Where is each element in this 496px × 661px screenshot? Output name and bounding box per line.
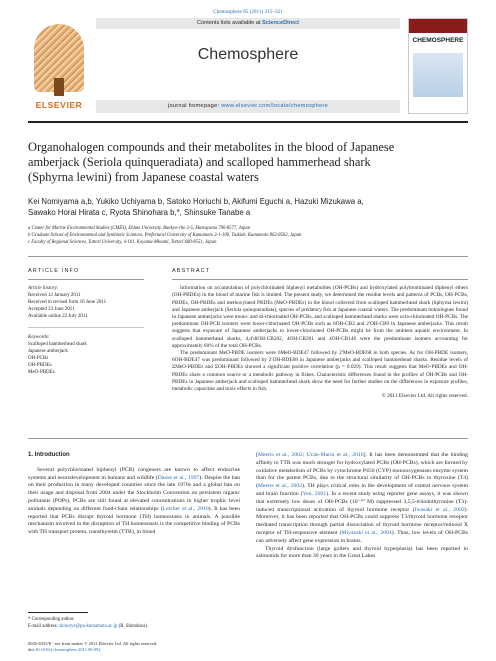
keyword-item: OH-PCBs bbox=[28, 356, 49, 361]
abstract-rule bbox=[172, 279, 468, 280]
body-text: Several polychlorinated biphenyl (PCB) congeners are known to affect endocrine systems and neurodevelopment in humans and wildlife ( bbox=[28, 466, 240, 481]
doi-prefix: doi: bbox=[28, 647, 36, 653]
keyword-item: Scalloped hammerhead shark bbox=[28, 342, 87, 347]
citation-link[interactable]: Iwasaki et al., 2002 bbox=[414, 506, 465, 513]
article-info-heading: ARTICLE INFO bbox=[28, 268, 80, 274]
issn-line: 0045-6535/$ - see front matter © 2011 Elsevier Ltd. All rights reserved. bbox=[28, 641, 158, 646]
journal-cover[interactable] bbox=[408, 18, 468, 114]
keywords-rule bbox=[28, 327, 144, 328]
footnote-rule bbox=[28, 612, 88, 613]
cover-image bbox=[413, 53, 463, 97]
contents-line bbox=[96, 18, 400, 29]
citation-link[interactable]: Yen, 2001 bbox=[302, 490, 327, 497]
title-line-3: (Sphyrna lewini) from Japanese coastal waters bbox=[28, 170, 259, 184]
intro-paragraph-1 bbox=[28, 467, 240, 537]
article-info bbox=[28, 268, 144, 376]
doi-line bbox=[28, 647, 248, 653]
body-column-right bbox=[256, 452, 468, 561]
publisher-name: ELSEVIER bbox=[35, 100, 83, 110]
footnote bbox=[28, 617, 240, 630]
body-text: ). TH plays critical roles in the development of central nervous system and brain function ( bbox=[256, 483, 468, 497]
email-line bbox=[28, 624, 240, 631]
keywords-label: Keywords: bbox=[28, 335, 50, 340]
body-column-left bbox=[28, 452, 240, 537]
citation-link[interactable]: Danse et al., 1997 bbox=[157, 474, 200, 481]
title-line-2: amberjack (Seriola quinqueradiata) and scalloped hammerhead shark bbox=[28, 155, 371, 169]
cover-top-band bbox=[409, 19, 467, 33]
abstract-paragraph-2: The predominant MeO-PBDE isomers were 6MeO-BDE47 followed by 2′MeO-BDE68 in both species. As for OH-PBDE isomers, 6OH-BDE47 was predominant followed by 2′OH-BDE68 in Japanese amberjacks and scalloped hammerhead sharks. Residue levels of ΣMeO-PBDEs and ΣOH-PBDEs showed a significant positive correlation (p = 0.029). This result suggests that MeO-PBDEs and OH-PBDEs share a common source or a metabolic pathway in fishes. Characteristic differences found in the profiles of OH-PCBs and OH-PBDEs in Japanese amberjack and scalloped hammerhead shark show the need for further studies on the differences in exposure profiles, metabolic capacities and toxic effects in fish. bbox=[172, 350, 468, 393]
citation-link[interactable]: Meerts et al., 2002; Ucán-Marin et al., 2010 bbox=[257, 452, 364, 458]
abstract-bottom-rule bbox=[28, 438, 468, 439]
doi-link[interactable]: 10.1016/j.chemosphere.2011.06.092 bbox=[35, 647, 101, 653]
email-suffix: (R. Shinohara). bbox=[117, 623, 149, 629]
intro-paragraph-2: Thyroid dysfunction (large goiters and thyroid hyperplasia) has been reported in salmonids for more than 30 years in the Great Lakes bbox=[256, 545, 468, 560]
history-accepted: Accepted 23 June 2011 bbox=[28, 307, 75, 312]
title-line-1: Organohalogen compounds and their metabolites in the blood of Japanese bbox=[28, 140, 395, 154]
keyword-item: MeO-PBDEs bbox=[28, 370, 55, 375]
journal-header bbox=[28, 18, 468, 118]
affiliation-b: b Graduate School of Environmental and Symbiotic Sciences, Prefectural University of Kumamoto 3-1-100, Tsukide, Kumamoto 862-8502, Japan bbox=[28, 233, 302, 238]
body-text: ). It has been reported that PCBs disrupt thyroid hormone (TH) homeostasis in animals. A possible mechanism involved in the disruption of TH homeostasis is the competitive binding of PCBs with TH transport protein, transthyretin (TTR), in blood bbox=[28, 505, 241, 536]
history-revised: Received in revised form 16 June 2011 bbox=[28, 300, 107, 305]
abstract bbox=[172, 268, 468, 400]
authors-line-2: Sawako Horai Hirata c, Ryota Shinohara b,*, Shinsuke Tanabe a bbox=[28, 207, 251, 217]
affiliation-a: a Center for Marine Environmental Studies (CMES), Ehime University, Bunkyo-cho 2-5, Matsuyama 790-8577, Japan bbox=[28, 226, 251, 231]
body-text: ]. It has been demonstrated that the binding affinity to TTR was much stronger for hydroxylated PCBs (OH-PCBs), which are formed by oxidative metabolism of PCBs by cytochrome P450 (CYP) monooxygenases enzyme system than for the parent PCBs, due to the structural similarity of OH-PCBs to thyroxine (T4) ( bbox=[256, 452, 468, 490]
contents-prefix: Contents lists available at bbox=[197, 20, 262, 26]
authors-line-1: Kei Nomiyama a,b, Yukiko Uchiyama b, Satoko Horiuchi b, Akifumi Eguchi a, Hazuki Mizukawa a, bbox=[28, 197, 364, 206]
citation-link[interactable]: Meerts et al., 2002 bbox=[257, 483, 303, 490]
body-text: ). In a recent study using reporter gene assays, it was shown that extremely low doses of OH-PCBs (10⁻¹⁰ M) suppressed 3,5,5-triiodothyronine (T3)-induced transcriptional activation of thyroid hormone receptor ( bbox=[256, 490, 469, 513]
article-title bbox=[28, 140, 468, 185]
elsevier-logo[interactable] bbox=[28, 20, 90, 112]
intro-paragraph-1-continued: [Meerts et al., 2002; Ucán-Marin et al., 2010]. It has been demonstrated that the binding affinity to TTR was much stronger for hydroxylated PCBs (OH-PCBs), which are formed by oxidative metabolism of PCBs by cytochrome P450 (CYP) monooxygenases enzyme system than for the parent PCBs, due to the structural similarity of OH-PCBs to thyroxine (T4) (Meerts et al., 2002). TH plays critical roles in the development of central nervous system and brain function (Yen, 2001). In a recent study using reporter gene assays, it was shown that extremely low doses of OH-PCBs (10⁻¹⁰ M) suppressed 3,5,5-triiodothyronine (T3)-induced transcriptional activation of thyroid hormone receptor (Iwasaki et al., 2002). Moreover, it has been reported that OH-PCBs could suppress T3/thyroid hormone receptor mediated transcription through partial dissociation of thyroid hormone receptor/retinoid X receptor of TH-responsive element (Miyazaki et al., 2004). Thus, low levels of OH-PCBs can adversely affect gene expression in brains. bbox=[256, 452, 469, 544]
introduction-heading: 1. Introduction bbox=[28, 452, 70, 458]
body-text: ). Moreover, it has been reported that OH-PCBs could suppress T3/thyroid hormone receptor mediated transcription through partial dissociation of thyroid hormone receptor/retinoid X receptor of TH-responsive element ( bbox=[256, 506, 468, 536]
journal-banner bbox=[96, 18, 400, 118]
bottom-meta bbox=[28, 641, 248, 654]
cover-journal-name: CHEMOSPHERE bbox=[412, 37, 464, 44]
body-text: ). Thus, low levels of OH-PCBs can adversely affect gene expression in brains. bbox=[256, 529, 468, 544]
homepage-prefix: journal homepage: bbox=[167, 103, 222, 109]
keyword-item: OH-PBDEs bbox=[28, 363, 52, 368]
email-link[interactable]: shinorye@pu-kumamoto.ac.jp bbox=[59, 623, 118, 629]
corresponding-author: * Corresponding author. bbox=[28, 617, 75, 622]
citation-link[interactable]: Miyazaki et al., 2004 bbox=[341, 529, 392, 536]
affiliations bbox=[28, 225, 468, 246]
author-list bbox=[28, 197, 468, 218]
sciencedirect-link[interactable]: ScienceDirect bbox=[261, 20, 299, 26]
article-info-rule bbox=[28, 279, 144, 280]
header-rule bbox=[28, 121, 468, 123]
abstract-paragraph-1: Information on accumulation of polychlorinated biphenyl metabolites (OH-PCBs) and hydroxylated polybrominated diphenyl ethers (OH-PBDEs) in the blood of marine fish is limited. The present study, we determined the residue levels and patterns of PCBs, OH-PCBs, PBDEs, OH-PBDEs and methoxylated PBDEs (MeO-PBDEs) in the blood collected from scalloped hammerhead shark (Sphyrna lewini) and Japanese amberjack (Seriola quinqueradiata), species of predatory fish at Japanese coastal waters. The predominant homologues found in Japanese amberjacks were mono- and di-chlorinated OH-PCBs, and scalloped hammerhead sharks were octa-chlorinated OH-PCBs. The predominant OH-PCB isomers were lower-chlorinated OH-PCBs such as 6OH-CB2 and 2′OH-CB9 in Japanese amberjacks. This result suggests that exposure of Japanese amberjacks to lower-chlorinated OH-PCBs might be from the ambient aquatic environment. In scalloped hammerhead sharks, 4,4′diOH-CB202, 4OH-CB201 and 4OH-CB146 were the predominant isomers accounting for approximately 60% of the total OH-PCBs. bbox=[172, 285, 468, 349]
body-text: ). Despite the ban on their production in many developed countries since the late 1970s and a global ban on their usage and disposal from 2004 under the Stockholm Convention on persistent organic pollutants (POPs), PCBs are still found at elevated concentrations in higher trophic level animals depending on different food-chain relationships ( bbox=[28, 474, 240, 512]
copyright-notice: © 2011 Elsevier Ltd. All rights reserved. bbox=[381, 393, 468, 400]
history-online: Available online 22 July 2011 bbox=[28, 314, 88, 319]
journal-citation: Chemosphere 85 (2011) 315–321 bbox=[213, 9, 283, 15]
history-label: Article history: bbox=[28, 286, 59, 291]
keyword-item: Japanese amberjack bbox=[28, 349, 68, 354]
affiliation-c: c Faculty of Regional Sciences, Tottori University, 4-101, Koyama-Minami, Tottori 680-8551, Japan bbox=[28, 240, 217, 245]
email-label: E-mail address: bbox=[28, 623, 60, 629]
info-top-rule bbox=[28, 256, 468, 257]
abstract-heading: ABSTRACT bbox=[172, 268, 211, 274]
journal-homepage bbox=[96, 100, 400, 113]
homepage-link[interactable]: www.elsevier.com/locate/chemosphere bbox=[221, 103, 329, 109]
tree-trunk-icon bbox=[54, 78, 64, 96]
journal-title: Chemosphere bbox=[197, 46, 299, 63]
citation-link[interactable]: Letcher et al., 2010 bbox=[162, 505, 209, 512]
history-received: Received 12 January 2011 bbox=[28, 293, 81, 298]
